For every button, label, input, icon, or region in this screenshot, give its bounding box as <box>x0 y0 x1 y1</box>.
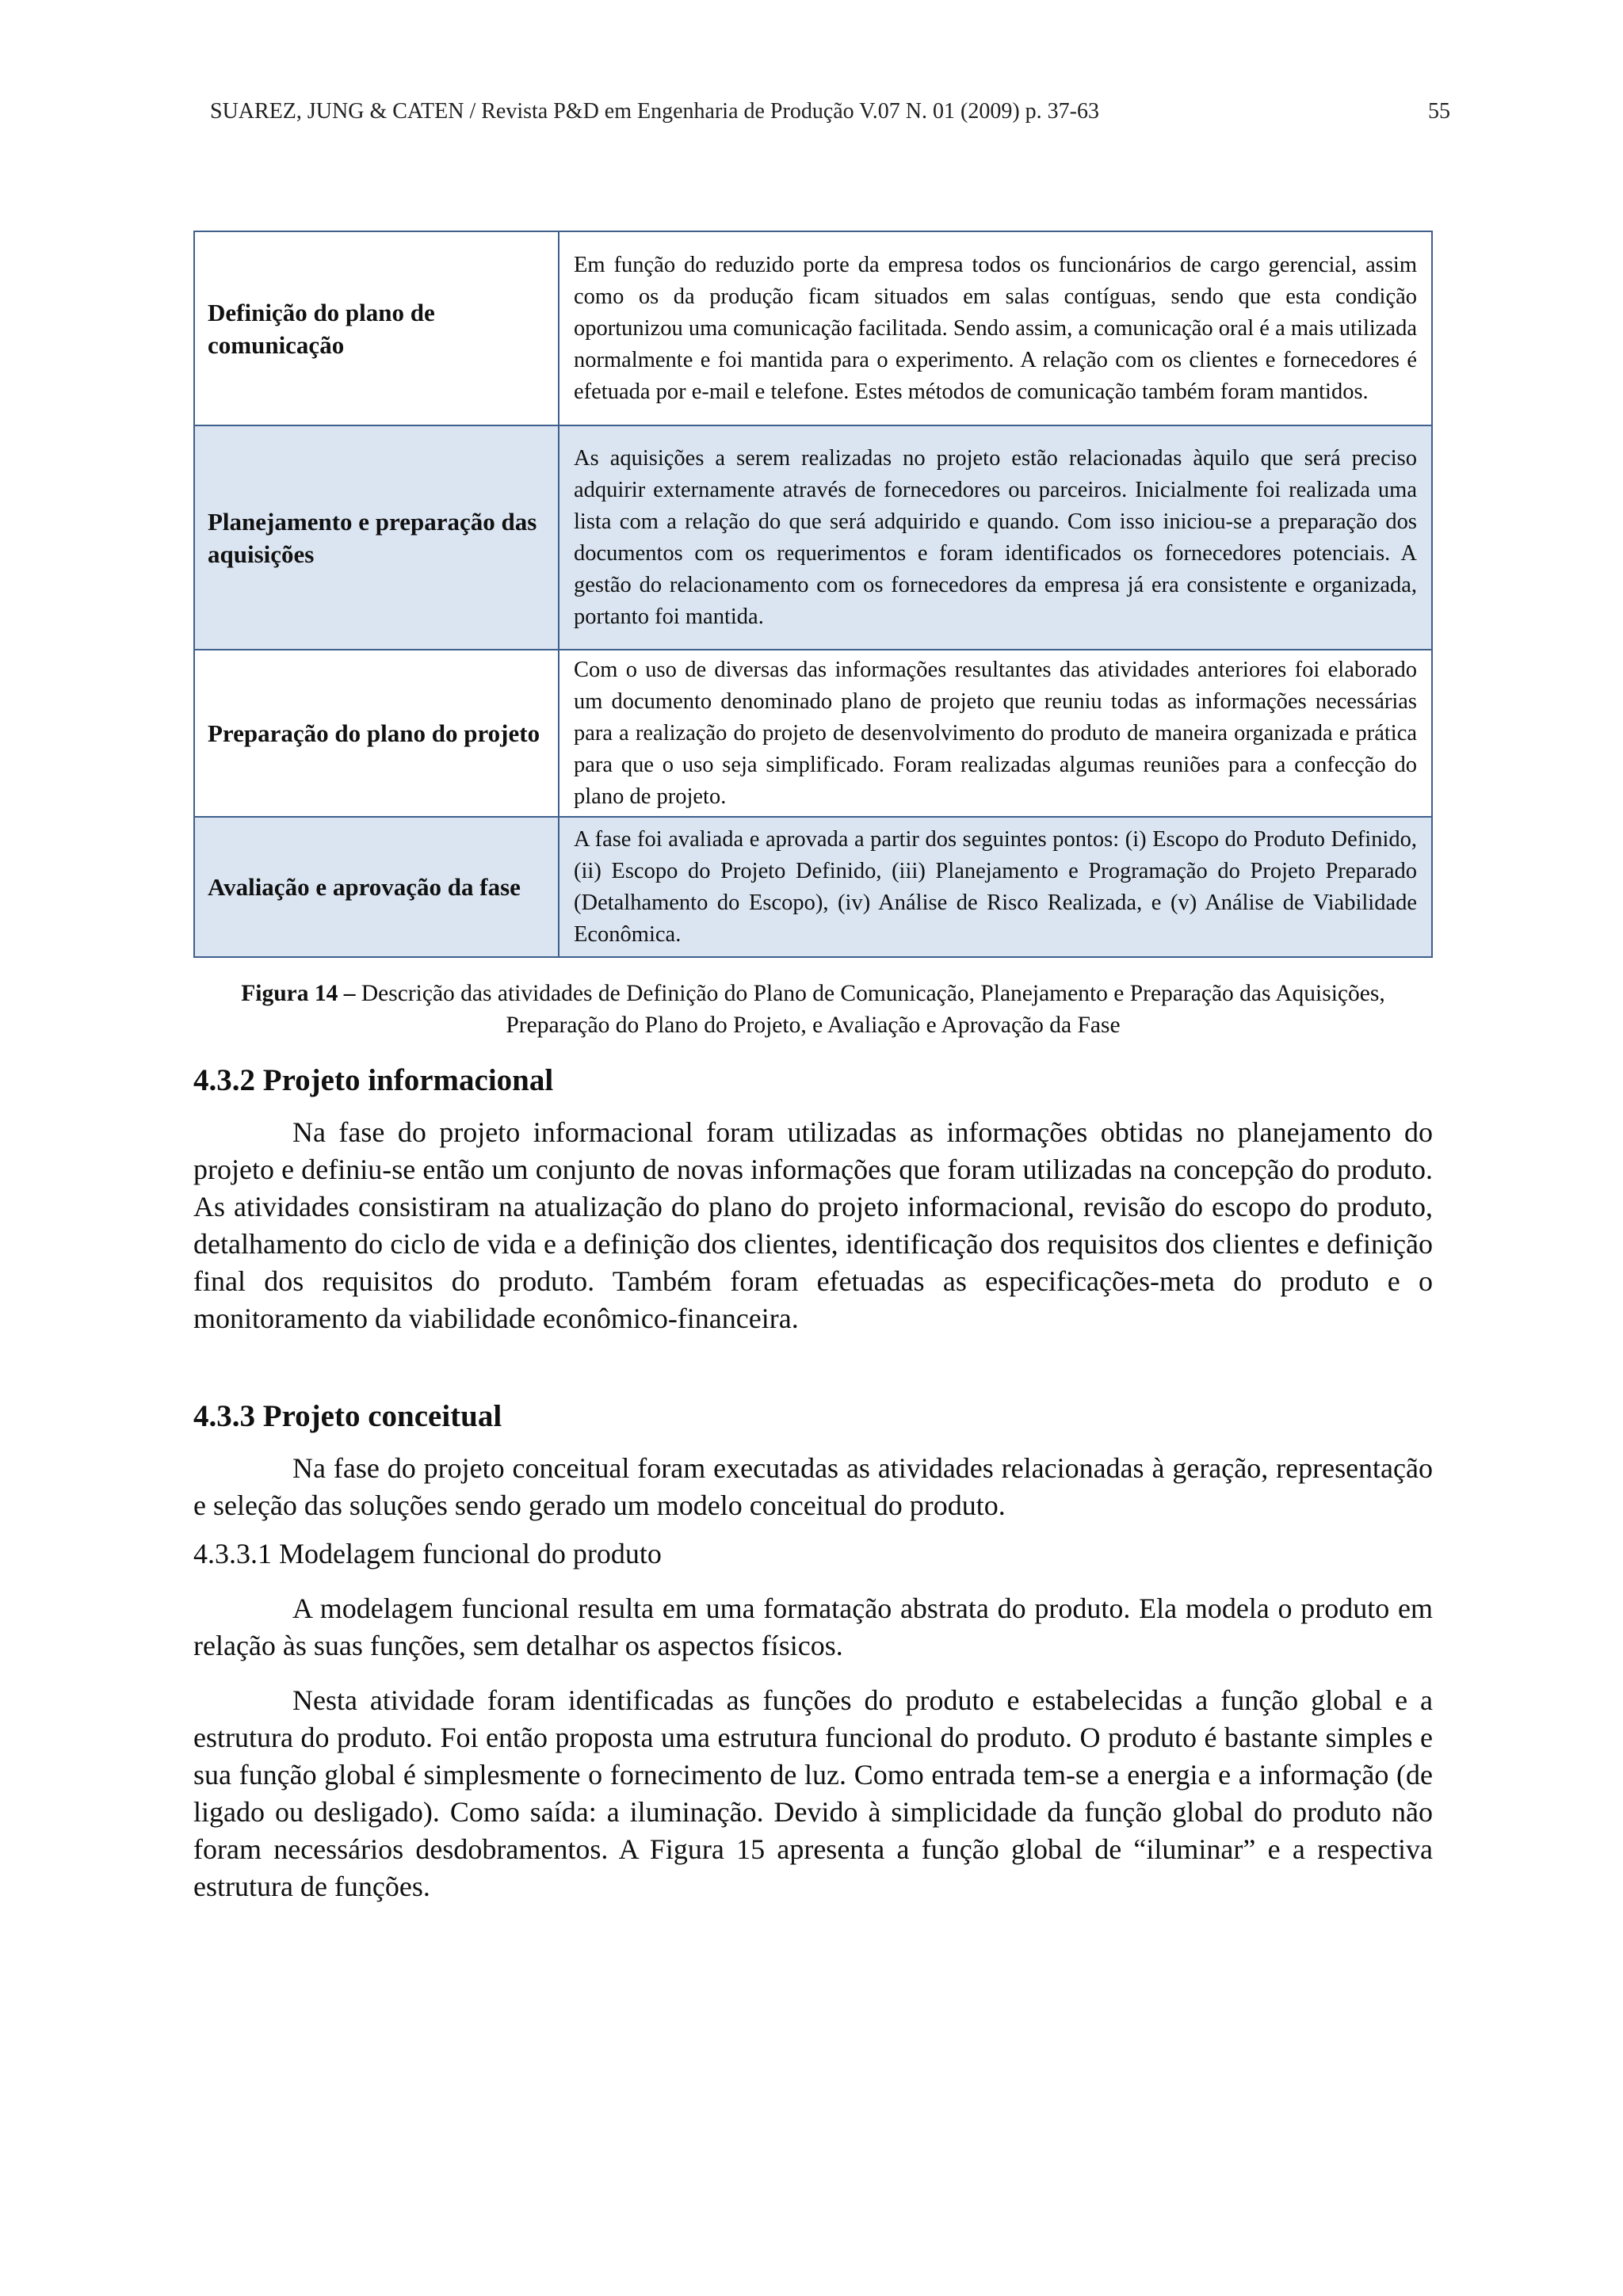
body-paragraph: A modelagem funcional resulta em uma formatação abstrata do produto. Ela modela o produto em relação às suas funções, sem detalhar os aspectos físicos. <box>193 1592 1433 1661</box>
figure-caption-text: Descrição das atividades de Definição do Plano de Comunicação, Planejamento e Preparação das Aquisições, Preparação do Plano do Projeto, e Avaliação e Aprovação da Fase <box>355 981 1385 1038</box>
table-row <box>194 817 1432 957</box>
activity-name: Definição do plano de comunicação <box>194 231 559 425</box>
body-paragraph: Nesta atividade foram identificadas as funções do produto e estabelecidas a função global e a estrutura do produto. Foi então proposta uma estrutura funcional do produto. O produto é bastante simples e sua função global é simplesmente o fornecimento de luz. Como entrada tem-se a energia e a informação (de ligado ou desligado). Como saída: a iluminação. Devido à simplicidade da função global do produto não foram necessários desdobramentos. A Figura 15 apresenta a função global de “iluminar” e a respectiva estrutura de funções. <box>193 1684 1433 1902</box>
activity-description: A fase foi avaliada e aprovada a partir dos seguintes pontos: (i) Escopo do Produto Definido, (ii) Escopo do Projeto Definido, (iii) Planejamento e Programação do Projeto Preparado (Detalhamento do Escopo), (iv) Análise de Risco Realizada, e (v) Análise de Viabilidade Econômica. <box>559 817 1432 957</box>
figure-label: Figura 14 – <box>241 981 356 1006</box>
activity-description: Com o uso de diversas das informações resultantes das atividades anteriores foi elaborado um documento denominado plano de projeto que reuniu todas as informações necessárias para a realização do projeto de desenvolvimento do produto de maneira organizada e prática para que o uso seja simplificado. Foram realizadas algumas reuniões para a confecção do plano de projeto. <box>559 650 1432 817</box>
body-paragraph: Na fase do projeto informacional foram utilizadas as informações obtidas no planejamento do projeto e definiu-se então um conjunto de novas informações que foram utilizadas na concepção do produto. As atividades consistiram na atualização do plano do projeto informacional, revisão do escopo do produto, detalhamento do ciclo de vida e a definição dos clientes, identificação dos requisitos dos clientes e definição final dos requisitos do produto. Também foram efetuadas as especificações-meta do produto e o monitoramento da viabilidade econômico-financeira. <box>193 1116 1433 1334</box>
activity-description: As aquisições a serem realizadas no projeto estão relacionadas àquilo que será preciso adquirir externamente através de fornecedores ou parceiros. Inicialmente foi realizada uma lista com a relação do que será adquirido e quando. Com isso iniciou-se a preparação dos documentos com os requerimentos e foram identificados os fornecedores potenciais. A gestão do relacionamento com os fornecedores da empresa já era consistente e organizada, portanto foi mantida. <box>559 425 1432 650</box>
table-row <box>194 650 1432 817</box>
page-header <box>0 99 1623 131</box>
body-paragraph: Na fase do projeto conceitual foram executadas as atividades relacionadas à geração, representação e seleção das soluções sendo gerado um modelo conceitual do produto. <box>193 1452 1433 1521</box>
page-number: 55 <box>1428 99 1450 124</box>
activity-description: Em função do reduzido porte da empresa todos os funcionários de cargo gerencial, assim como os da produção ficam situados em salas contíguas, sendo que esta condição oportunizou uma comunicação facilitada. Sendo assim, a comunicação oral é a mais utilizada normalmente e foi mantida para o experimento. A relação com os clientes e fornecedores é efetuada por e-mail e telefone. Estes métodos de comunicação também foram mantidos. <box>559 231 1432 425</box>
figure-caption <box>193 978 1433 1041</box>
activity-name: Planejamento e preparação das aquisições <box>194 425 559 650</box>
table-row <box>194 231 1432 425</box>
running-title: SUAREZ, JUNG & CATEN / Revista P&D em Engenharia de Produção V.07 N. 01 (2009) p. 37-63 <box>210 99 1099 124</box>
table-row <box>194 425 1432 650</box>
activities-table <box>193 231 1433 958</box>
activity-name: Preparação do plano do projeto <box>194 650 559 817</box>
section-heading-4-3-3: 4.3.3 Projeto conceitual <box>193 1399 502 1433</box>
section-heading-4-3-2: 4.3.2 Projeto informacional <box>193 1063 554 1097</box>
activity-name: Avaliação e aprovação da fase <box>194 817 559 957</box>
section-heading-4-3-3-1: 4.3.3.1 Modelagem funcional do produto <box>193 1538 662 1569</box>
